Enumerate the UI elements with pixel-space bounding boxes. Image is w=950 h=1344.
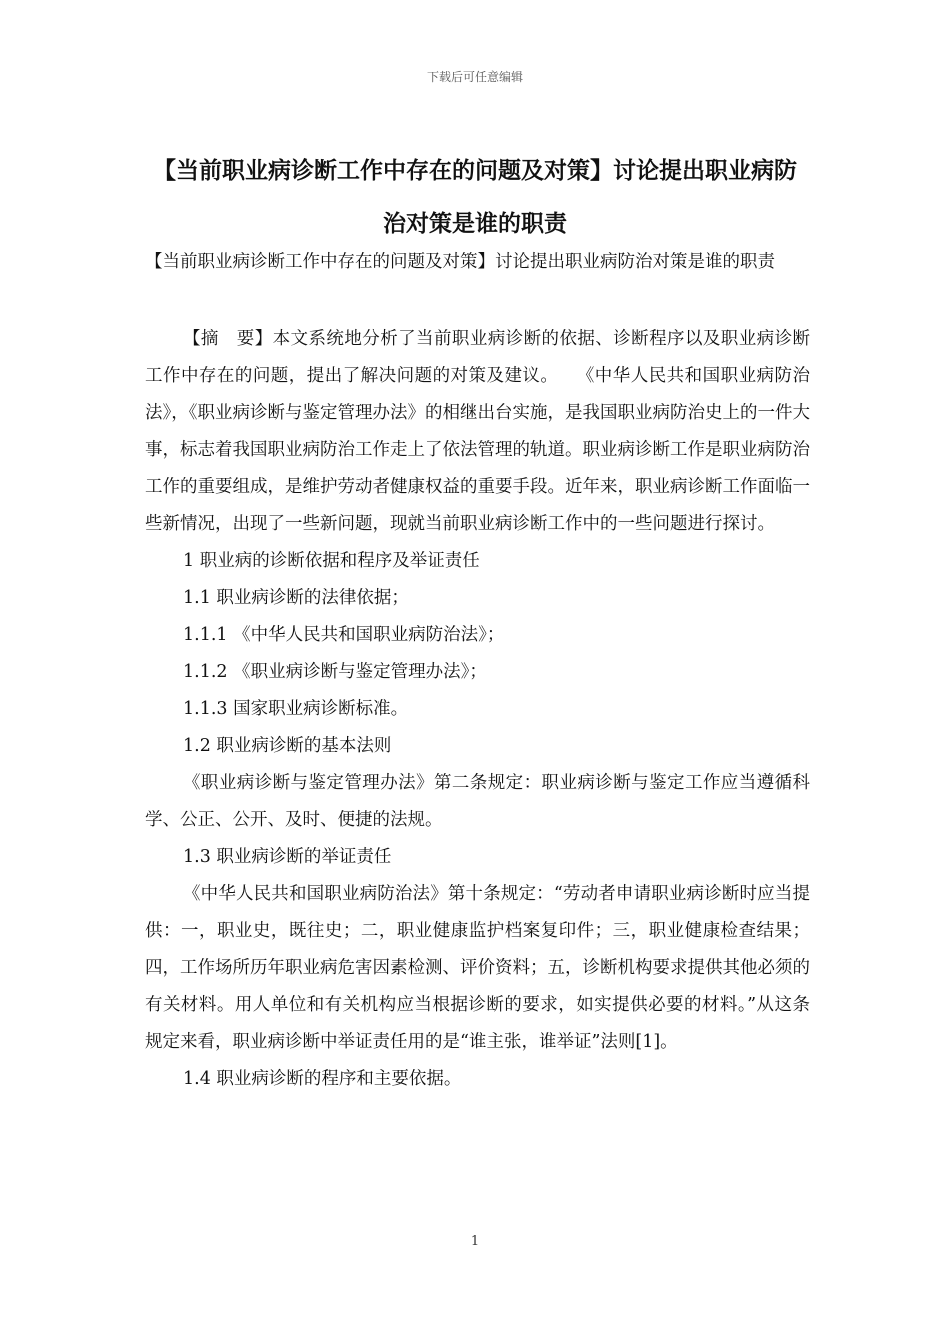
list-item-1-1-2: 1.1.2 《职业病诊断与鉴定管理办法》； [183,662,487,682]
list-item-1-1-3: 1.1.3 国家职业病诊断标准。 [183,699,409,719]
section-heading-1-3: 1.3 职业病诊断的举证责任 [183,847,392,867]
paragraph-1-2-body: 《职业病诊断与鉴定管理办法》第二条规定：职业病诊断与鉴定工作应当遵循科学、公正、公开、及时、便捷的法规。 [145,773,810,830]
document-body [145,244,810,1098]
page-number: 1 [470,1234,480,1249]
page-header-note: 下载后可任意编辑 [426,70,523,84]
section-heading-1-1: 1.1 职业病诊断的法律依据； [183,588,409,608]
paragraph-1-3-body: 《中华人民共和国职业病防治法》第十条规定：“劳动者申请职业病诊断时应当提供：一，职业史，既往史；二，职业健康监护档案复印件；三，职业健康检查结果；四，工作场所历年职业病危害因素检测、评价资料；五，诊断机构要求提供其他必须的有关材料。用人单位和有关机构应当根据诊断的要求，如实提供必要的材料。”从这条规定来看，职业病诊断中举证责任用的是“谁主张，谁举证”法则[1]。 [145,884,810,1052]
section-heading-1-2: 1.2 职业病诊断的基本法则 [183,736,392,756]
section-heading-1: 1 职业病的诊断依据和程序及举证责任 [183,551,480,571]
paragraph-spacer [145,281,810,321]
document-title: 【当前职业病诊断工作中存在的问题及对策】讨论提出职业病防治对策是谁的职责 [153,158,797,237]
list-item-1-1-1: 1.1.1 《中华人民共和国职业病防治法》； [183,625,505,645]
abstract-paragraph: 【摘 要】本文系统地分析了当前职业病诊断的依据、诊断程序以及职业病诊断工作中存在的问题，提出了解决问题的对策及建议。 《中华人民共和国职业病防治法》，《职业病诊断与鉴定管理办法》的相继出台实施，是我国职业病防治史上的一件大事，标志着我国职业病防治工作走上了依法管理的轨道。职业病诊断工作是职业病防治工作的重要组成，是维护劳动者健康权益的重要手段。近年来，职业病诊断工作面临一些新情况，出现了一些新问题，现就当前职业病诊断工作中的一些问题进行探讨。 [145,329,810,534]
section-heading-1-4: 1.4 职业病诊断的程序和主要依据。 [183,1069,462,1089]
document-subtitle: 【当前职业病诊断工作中存在的问题及对策】讨论提出职业病防治对策是谁的职责 [145,252,775,272]
